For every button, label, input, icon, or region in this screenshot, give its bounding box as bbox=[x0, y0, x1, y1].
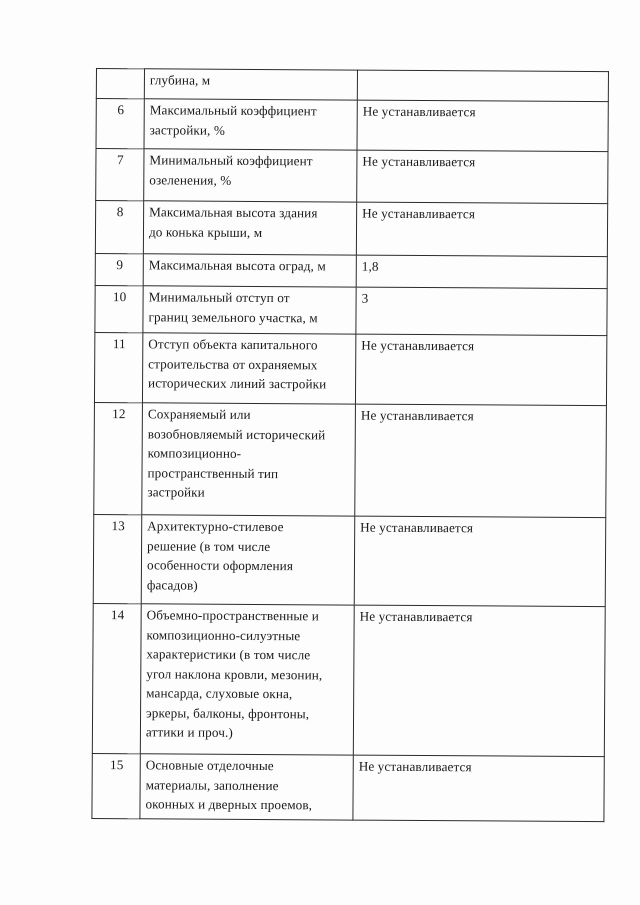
row-number: 8 bbox=[95, 201, 143, 254]
parameter-value: Не устанавливается bbox=[355, 334, 606, 406]
parameter-value bbox=[357, 70, 608, 102]
parameter-name: Архитектурно-стилевое решение (в том числе особенности оформления фасадов) bbox=[141, 515, 355, 605]
parameter-value: Не устанавливается bbox=[354, 516, 606, 607]
table-row bbox=[96, 149, 608, 204]
table-row bbox=[92, 753, 604, 821]
row-number: 9 bbox=[95, 253, 143, 285]
row-number: 10 bbox=[95, 285, 143, 332]
table-row bbox=[95, 201, 607, 257]
parameter-value: Не устанавливается bbox=[357, 100, 608, 152]
table-row bbox=[95, 253, 607, 288]
table-row bbox=[96, 69, 608, 102]
parameter-name: Основные отделочные материалы, заполнение оконных и дверных проемов, bbox=[140, 754, 353, 820]
row-number: 15 bbox=[92, 753, 140, 818]
regulations-table bbox=[91, 68, 609, 822]
parameter-name: Сохраняемый или возобновляемый исторический композиционно- пространственный тип застройки bbox=[142, 403, 356, 516]
table-row bbox=[93, 514, 606, 606]
row-number: 11 bbox=[94, 332, 142, 402]
parameter-value: Не устанавливается bbox=[353, 605, 605, 757]
parameter-value: Не устанавливается bbox=[357, 150, 608, 204]
table-row bbox=[96, 99, 608, 152]
parameter-name: глубина, м bbox=[144, 69, 357, 100]
parameter-name: Максимальная высота оград, м bbox=[143, 254, 356, 287]
parameter-name: Объемно-пространственные и композиционно-силуэтные характеристики (в том числе угол наклона кровли, мезонин, мансарда, слуховые окна, эркеры, балконы, фронтоны, аттики и проч.) bbox=[140, 604, 354, 755]
row-number: 13 bbox=[93, 514, 142, 603]
row-number: 6 bbox=[96, 99, 144, 149]
table-row bbox=[92, 603, 605, 756]
row-number: 7 bbox=[96, 149, 144, 201]
parameter-name: Отступ объекта капитального строительства от охраняемых исторических линий застройки bbox=[142, 333, 355, 404]
table-row bbox=[94, 402, 607, 517]
parameter-name: Максимальная высота здания до конька крыши, м bbox=[143, 201, 356, 255]
parameter-value: Не устанавливается bbox=[353, 755, 604, 821]
parameter-value: 3 bbox=[356, 287, 607, 336]
row-number bbox=[96, 69, 144, 99]
parameter-name: Максимальный коэффициент застройки, % bbox=[144, 99, 357, 150]
parameter-name: Минимальный отступ от границ земельного участка, м bbox=[143, 286, 356, 334]
row-number: 12 bbox=[94, 402, 143, 514]
parameter-name: Минимальный коэффициент озеленения, % bbox=[144, 149, 357, 202]
table-row bbox=[95, 285, 607, 335]
table-row bbox=[94, 332, 606, 405]
parameter-value: Не устанавливается bbox=[355, 404, 607, 518]
parameter-value: Не устанавливается bbox=[356, 202, 607, 257]
regulations-table-body bbox=[92, 69, 609, 822]
row-number: 14 bbox=[92, 603, 141, 753]
parameter-value: 1,8 bbox=[356, 255, 607, 289]
